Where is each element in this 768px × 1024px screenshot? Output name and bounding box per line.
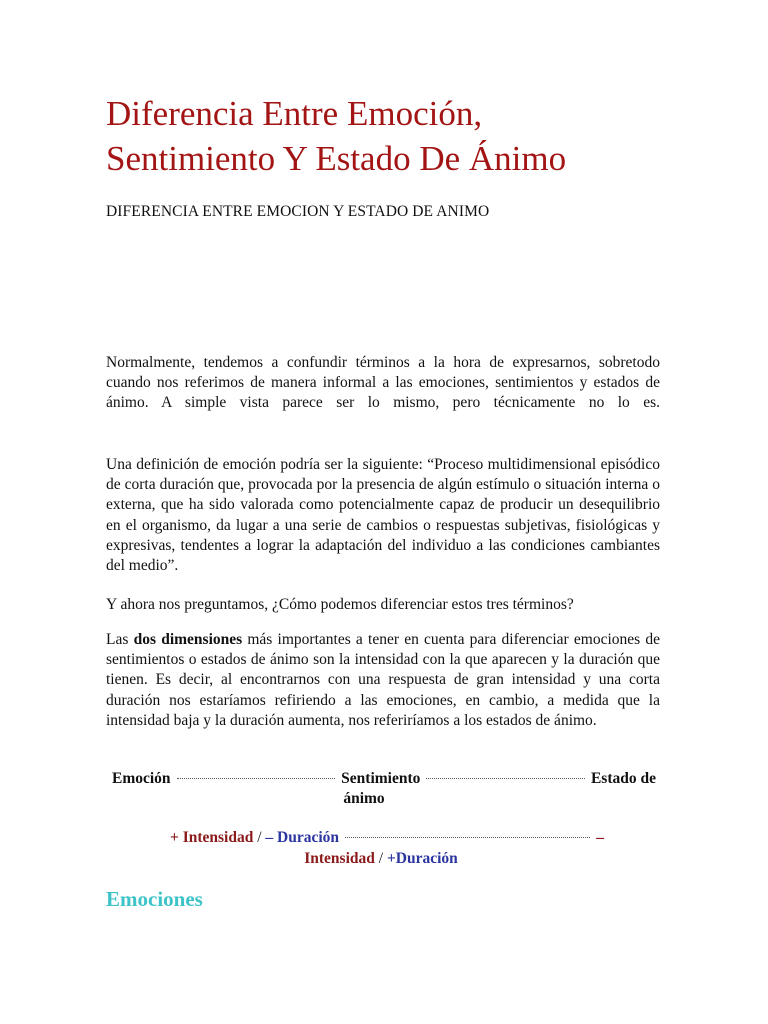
legend-row-1 <box>106 827 660 848</box>
scale-emocion: Emoción <box>112 770 171 787</box>
paragraph-3 <box>106 595 660 615</box>
legend-row-2 <box>106 848 660 869</box>
legend-minus-duracion: – Duración <box>265 829 340 846</box>
scale-dots-right <box>426 778 585 779</box>
scale-dots-left <box>177 778 336 779</box>
legend-slash-1: / <box>253 829 266 846</box>
legend-dots <box>345 837 590 838</box>
paragraph-1 <box>106 353 660 414</box>
title-line-2: Sentimiento Y Estado De Ánimo <box>106 139 567 178</box>
scale-estado-de: Estado de <box>590 770 656 787</box>
legend-minus-intensidad: Intensidad <box>304 850 375 867</box>
paragraph-3-text: Y ahora nos preguntamos, ¿Cómo podemos diferenciar estos tres términos? <box>106 596 574 613</box>
paragraph-2 <box>106 455 660 576</box>
legend-plus-duracion: +Duración <box>386 850 458 867</box>
section-heading-emociones: Emociones <box>106 887 203 911</box>
legend-slash-2: / <box>374 850 387 867</box>
emotion-scale <box>106 769 660 809</box>
document-subtitle: DIFERENCIA ENTRE EMOCION Y ESTADO DE ANIMO <box>106 203 490 220</box>
intensity-duration-legend <box>106 827 660 869</box>
paragraph-4-text <box>106 630 660 731</box>
scale-animo: ánimo <box>343 790 385 807</box>
legend-plus-intensidad: + Intensidad <box>170 829 254 846</box>
scale-row <box>106 769 660 789</box>
paragraph-4-bold: dos dimensiones <box>133 631 243 648</box>
paragraph-4-start: Las <box>106 631 134 648</box>
paragraph-4-rest: más importantes a tener en cuenta para diferenciar emociones de sentimientos o estados de ánimo son la intensidad con la que aparecen y la duración que tienen. Es decir, al encontrarnos con una respuesta de gran intensidad y una corta duración nos estaríamos refiriendo a las emociones, en cambio, a medida que la intensidad baja y la duración aumenta, nos referiríamos a los estados de ánimo. <box>106 631 660 729</box>
paragraph-1-text: Normalmente, tendemos a confundir términos a la hora de expresarnos, sobretodo cuando nos referimos de manera informal a las emociones, sentimientos y estados de ánimo. A simple vista parece ser lo mismo, pero técnicamente no lo es. <box>106 354 660 412</box>
legend-dash-end: – <box>596 829 604 846</box>
document-title <box>106 91 666 181</box>
scale-sentimiento: Sentimiento <box>341 770 421 787</box>
title-line-1: Diferencia Entre Emoción, <box>106 94 483 133</box>
paragraph-2-text: Una definición de emoción podría ser la siguiente: “Proceso multidimensional episódico de corta duración que, provocada por la presencia de algún estímulo o situación interna o externa, que ha sido valorada como potencialmente capaz de producir un desequilibrio en el organismo, da lugar a una serie de cambios o respuestas subjetivas, fisiológicas y expresivas, tendentes a lograr la adaptación del individuo a las condiciones cambiantes del medio”. <box>106 456 660 575</box>
paragraph-4 <box>106 630 660 731</box>
